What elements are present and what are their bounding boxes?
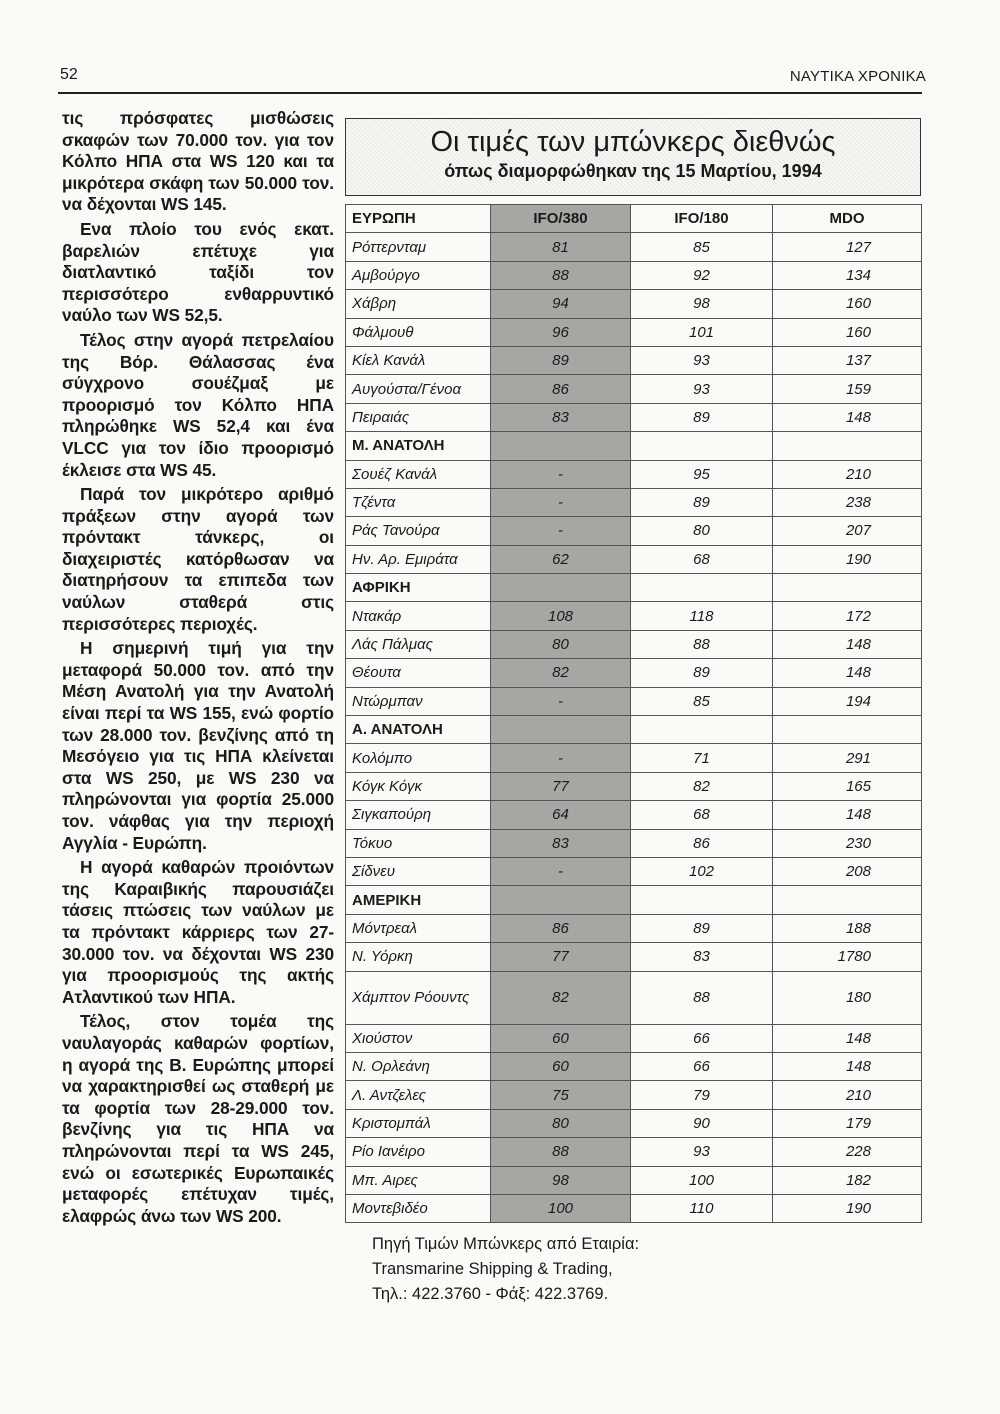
port-name: Λάς Πάλμας <box>346 630 491 658</box>
empty-cell <box>631 574 773 602</box>
price-ifo380: 77 <box>491 943 631 971</box>
empty-cell <box>773 574 922 602</box>
price-ifo380: 82 <box>491 659 631 687</box>
price-mdo: 194 <box>773 687 922 715</box>
port-name: Ράς Τανούρα <box>346 517 491 545</box>
port-name: Μόντρεαλ <box>346 914 491 942</box>
price-mdo: 182 <box>773 1166 922 1194</box>
source-line: Transmarine Shipping & Trading, <box>372 1260 613 1278</box>
port-name: Χάβρη <box>346 290 491 318</box>
table-row <box>346 403 922 431</box>
price-mdo: 159 <box>773 375 922 403</box>
column-header-ifo180: IFO/180 <box>631 205 773 233</box>
price-ifo380: 64 <box>491 801 631 829</box>
price-ifo180: 83 <box>631 943 773 971</box>
region-name: ΑΦΡΙΚΗ <box>346 574 491 602</box>
table-row <box>346 829 922 857</box>
port-name: Αμβούργο <box>346 261 491 289</box>
article-column <box>62 108 334 1230</box>
price-ifo180: 68 <box>631 801 773 829</box>
price-mdo: 165 <box>773 772 922 800</box>
port-name: Χιούστον <box>346 1024 491 1052</box>
price-ifo380: 60 <box>491 1024 631 1052</box>
table-row <box>346 318 922 346</box>
port-name: Σουέζ Κανάλ <box>346 460 491 488</box>
article-paragraph: τις πρόσφατες μισθώσεις σκαφών των 70.000 τον. για τον Κόλπο ΗΠΑ στα WS 120 και τα μικρότερα σκάφη των 50.000 τον. να δέχονται WS 145. <box>62 108 334 215</box>
table-row <box>346 1081 922 1109</box>
table-row <box>346 346 922 374</box>
empty-cell <box>773 432 922 460</box>
price-ifo180: 88 <box>631 971 773 1024</box>
port-name: Ν. Ορλεάνη <box>346 1052 491 1080</box>
port-name: Κόγκ Κόγκ <box>346 772 491 800</box>
price-ifo180: 66 <box>631 1024 773 1052</box>
price-mdo: 188 <box>773 914 922 942</box>
empty-cell <box>773 886 922 914</box>
price-ifo180: 93 <box>631 375 773 403</box>
price-ifo380: 75 <box>491 1081 631 1109</box>
price-mdo: 148 <box>773 403 922 431</box>
price-mdo: 207 <box>773 517 922 545</box>
price-ifo180: 89 <box>631 403 773 431</box>
region-name: ΕΥΡΩΠΗ <box>346 205 491 233</box>
price-ifo380: 86 <box>491 914 631 942</box>
price-mdo: 179 <box>773 1109 922 1137</box>
bunker-prices-table <box>345 204 922 1223</box>
region-header-row <box>346 574 922 602</box>
price-ifo380: 88 <box>491 261 631 289</box>
column-header-mdo: MDO <box>773 205 922 233</box>
price-mdo: 180 <box>773 971 922 1024</box>
port-name: Σιγκαπούρη <box>346 801 491 829</box>
price-ifo380: 80 <box>491 1109 631 1137</box>
port-name: Ν. Υόρκη <box>346 943 491 971</box>
price-ifo180: 110 <box>631 1194 773 1222</box>
table-row <box>346 1109 922 1137</box>
price-ifo180: 89 <box>631 914 773 942</box>
port-name: Θέουτα <box>346 659 491 687</box>
table-row <box>346 460 922 488</box>
table-row <box>346 233 922 261</box>
empty-cell <box>491 574 631 602</box>
price-ifo380: 86 <box>491 375 631 403</box>
port-name: Φάλμουθ <box>346 318 491 346</box>
price-ifo180: 79 <box>631 1081 773 1109</box>
port-name: Ρόττερνταμ <box>346 233 491 261</box>
article-paragraph: Τέλος στην αγορά πετρελαίου της Βόρ. Θάλασσας ένα σύγχρονο σουέζμαξ με προορισμό τον Κόλπο ΗΠΑ πληρώθηκε WS 52,4 και ένα VLCC για τον ίδιο προορισμό έκλεισε στα WS 45. <box>62 329 334 480</box>
table-row <box>346 602 922 630</box>
price-mdo: 137 <box>773 346 922 374</box>
price-ifo380: - <box>491 460 631 488</box>
table-row <box>346 1024 922 1052</box>
port-name: Πειραιάς <box>346 403 491 431</box>
region-header-row <box>346 716 922 744</box>
source-line: Πηγή Τιμών Μπώνκερς από Εταιρία: <box>372 1235 640 1253</box>
empty-cell <box>631 886 773 914</box>
price-mdo: 160 <box>773 318 922 346</box>
price-ifo380: 100 <box>491 1194 631 1222</box>
price-ifo180: 95 <box>631 460 773 488</box>
article-paragraph: Η σημερινή τιμή για την μεταφορά 50.000 τον. από την Μέση Ανατολή για την Ανατολή είναι περί τα WS 155, ενώ φορτίο των 28.000 τον. βενζίνης από τη Μεσόγειο για τις ΗΠΑ κλείνεται στα WS 250, με WS 230 να πληρώνονται για φορτία 25.000 τον. νάφθας για την περιοχή Αγγλία - Ευρώπη. <box>62 638 334 853</box>
price-ifo380: 108 <box>491 602 631 630</box>
price-ifo180: 118 <box>631 602 773 630</box>
price-ifo180: 86 <box>631 829 773 857</box>
port-name: Ρίο Ιανέιρο <box>346 1138 491 1166</box>
price-ifo380: 88 <box>491 1138 631 1166</box>
port-name: Μπ. Αιρες <box>346 1166 491 1194</box>
price-ifo180: 85 <box>631 687 773 715</box>
price-ifo180: 93 <box>631 1138 773 1166</box>
table-row <box>346 1138 922 1166</box>
price-mdo: 238 <box>773 488 922 516</box>
header-rule <box>58 92 922 94</box>
price-ifo380: 62 <box>491 545 631 573</box>
price-mdo: 148 <box>773 801 922 829</box>
table-row <box>346 488 922 516</box>
price-ifo180: 85 <box>631 233 773 261</box>
region-name: Μ. ΑΝΑΤΟΛΗ <box>346 432 491 460</box>
price-ifo380: - <box>491 488 631 516</box>
price-ifo180: 71 <box>631 744 773 772</box>
price-ifo380: 83 <box>491 403 631 431</box>
empty-cell <box>631 716 773 744</box>
port-name: Αυγούστα/Γένοα <box>346 375 491 403</box>
price-ifo180: 90 <box>631 1109 773 1137</box>
price-mdo: 134 <box>773 261 922 289</box>
price-ifo380: 96 <box>491 318 631 346</box>
price-ifo380: 81 <box>491 233 631 261</box>
price-ifo180: 98 <box>631 290 773 318</box>
price-mdo: 127 <box>773 233 922 261</box>
region-name: ΑΜΕΡΙΚΗ <box>346 886 491 914</box>
price-mdo: 1780 <box>773 943 922 971</box>
port-name: Κίελ Κανάλ <box>346 346 491 374</box>
price-ifo180: 92 <box>631 261 773 289</box>
article-paragraph: Η αγορά καθαρών προιόντων της Καραιβικής παρουσιάζει τάσεις πτώσεις των ναύλων με τα πρόντακτ κάρριερς των 27-30.000 τον. να δέχονται WS 230 για προορισμούς της ακτής Ατλαντικού των ΗΠΑ. <box>62 857 334 1007</box>
price-mdo: 148 <box>773 630 922 658</box>
price-ifo180: 93 <box>631 346 773 374</box>
price-mdo: 210 <box>773 1081 922 1109</box>
price-ifo180: 68 <box>631 545 773 573</box>
port-name: Κριστομπάλ <box>346 1109 491 1137</box>
port-name: Σίδνευ <box>346 857 491 885</box>
empty-cell <box>773 716 922 744</box>
price-ifo380: 98 <box>491 1166 631 1194</box>
price-mdo: 160 <box>773 290 922 318</box>
price-ifo180: 89 <box>631 488 773 516</box>
table-row <box>346 290 922 318</box>
price-ifo180: 100 <box>631 1166 773 1194</box>
price-mdo: 190 <box>773 1194 922 1222</box>
port-name: Ντώρμπαν <box>346 687 491 715</box>
empty-cell <box>491 432 631 460</box>
empty-cell <box>491 886 631 914</box>
port-name: Ντακάρ <box>346 602 491 630</box>
table-row <box>346 659 922 687</box>
source-note <box>372 1232 639 1307</box>
port-name: Χάμπτον Ρόουντς <box>346 971 491 1024</box>
region-header-row <box>346 886 922 914</box>
price-ifo380: 80 <box>491 630 631 658</box>
price-ifo180: 80 <box>631 517 773 545</box>
price-mdo: 228 <box>773 1138 922 1166</box>
port-name: Ην. Αρ. Εμιράτα <box>346 545 491 573</box>
price-ifo180: 66 <box>631 1052 773 1080</box>
price-ifo180: 89 <box>631 659 773 687</box>
price-ifo380: - <box>491 744 631 772</box>
column-header-ifo380: IFO/380 <box>491 205 631 233</box>
table-row <box>346 772 922 800</box>
price-ifo380: - <box>491 687 631 715</box>
price-mdo: 148 <box>773 1024 922 1052</box>
empty-cell <box>491 716 631 744</box>
price-mdo: 190 <box>773 545 922 573</box>
table-row <box>346 857 922 885</box>
price-ifo380: 77 <box>491 772 631 800</box>
source-line: Τηλ.: 422.3760 - Φάξ: 422.3769. <box>372 1285 609 1303</box>
price-ifo380: 83 <box>491 829 631 857</box>
table-row <box>346 943 922 971</box>
table-row <box>346 744 922 772</box>
price-mdo: 291 <box>773 744 922 772</box>
bunker-subtitle: όπως διαμορφώθηκαν της 15 Μαρτίου, 1994 <box>444 161 822 181</box>
port-name: Τζέντα <box>346 488 491 516</box>
article-paragraph: Ενα πλοίο του ενός εκατ. βαρελιών επέτυχε για διατλαντικό ταξίδι τον περισσότερο ενθαρρυντικό ναύλο των WS 52,5. <box>62 218 334 326</box>
table-row <box>346 1194 922 1222</box>
price-ifo180: 102 <box>631 857 773 885</box>
table-row <box>346 375 922 403</box>
price-mdo: 208 <box>773 857 922 885</box>
price-ifo380: - <box>491 517 631 545</box>
port-name: Κολόμπο <box>346 744 491 772</box>
region-header-row <box>346 432 922 460</box>
port-name: Μοντεβιδέο <box>346 1194 491 1222</box>
price-mdo: 172 <box>773 602 922 630</box>
table-row <box>346 1052 922 1080</box>
price-ifo180: 88 <box>631 630 773 658</box>
table-row <box>346 630 922 658</box>
price-ifo180: 101 <box>631 318 773 346</box>
empty-cell <box>631 432 773 460</box>
article-paragraph: Παρά τον μικρότερο αριθμό πράξεων στην αγορά των πρόντακτ τάνκερς, οι διαχειριστές κατόρθωσαν να διατηρήσουν τα επιπεδα των ναύλων σταθερά στις περισσότερες περιοχές. <box>62 484 334 634</box>
bunker-title: Οι τιμές των μπώνκερς διεθνώς <box>430 126 836 158</box>
table-row <box>346 545 922 573</box>
price-ifo180: 82 <box>631 772 773 800</box>
price-mdo: 210 <box>773 460 922 488</box>
region-name: Α. ΑΝΑΤΟΛΗ <box>346 716 491 744</box>
region-header-row <box>346 205 922 233</box>
table-row <box>346 261 922 289</box>
price-ifo380: 82 <box>491 971 631 1024</box>
price-ifo380: 94 <box>491 290 631 318</box>
price-mdo: 148 <box>773 1052 922 1080</box>
table-row <box>346 517 922 545</box>
table-row <box>346 801 922 829</box>
table-row <box>346 1166 922 1194</box>
article-paragraph: Τέλος, στον τομέα της ναυλαγοράς καθαρών φορτίων, η αγορά της Β. Ευρώπης μπορεί να χαρακτηρισθεί ως σταθερή με τα φορτία των 28-29.000 τον. βενζίνης για τις ΗΠΑ να πληρώνονται περί τα WS 245, ενώ οι εσωτερικές Ευρωπαικές μεταφορές επέτυχαν τιμές, ελαφρώς άνω των WS 200. <box>62 1011 334 1226</box>
bunker-prices-box <box>345 118 921 1223</box>
page-number: 52 <box>60 66 78 83</box>
price-ifo380: 60 <box>491 1052 631 1080</box>
bunker-title-box <box>345 118 921 196</box>
table-row <box>346 914 922 942</box>
port-name: Λ. Αντζελες <box>346 1081 491 1109</box>
price-mdo: 148 <box>773 659 922 687</box>
price-ifo380: 89 <box>491 346 631 374</box>
table-row <box>346 971 922 1024</box>
table-row <box>346 687 922 715</box>
price-ifo380: - <box>491 857 631 885</box>
running-head: ΝΑΥΤΙΚΑ ΧΡΟΝΙΚΑ <box>789 68 926 85</box>
port-name: Τόκυο <box>346 829 491 857</box>
price-mdo: 230 <box>773 829 922 857</box>
